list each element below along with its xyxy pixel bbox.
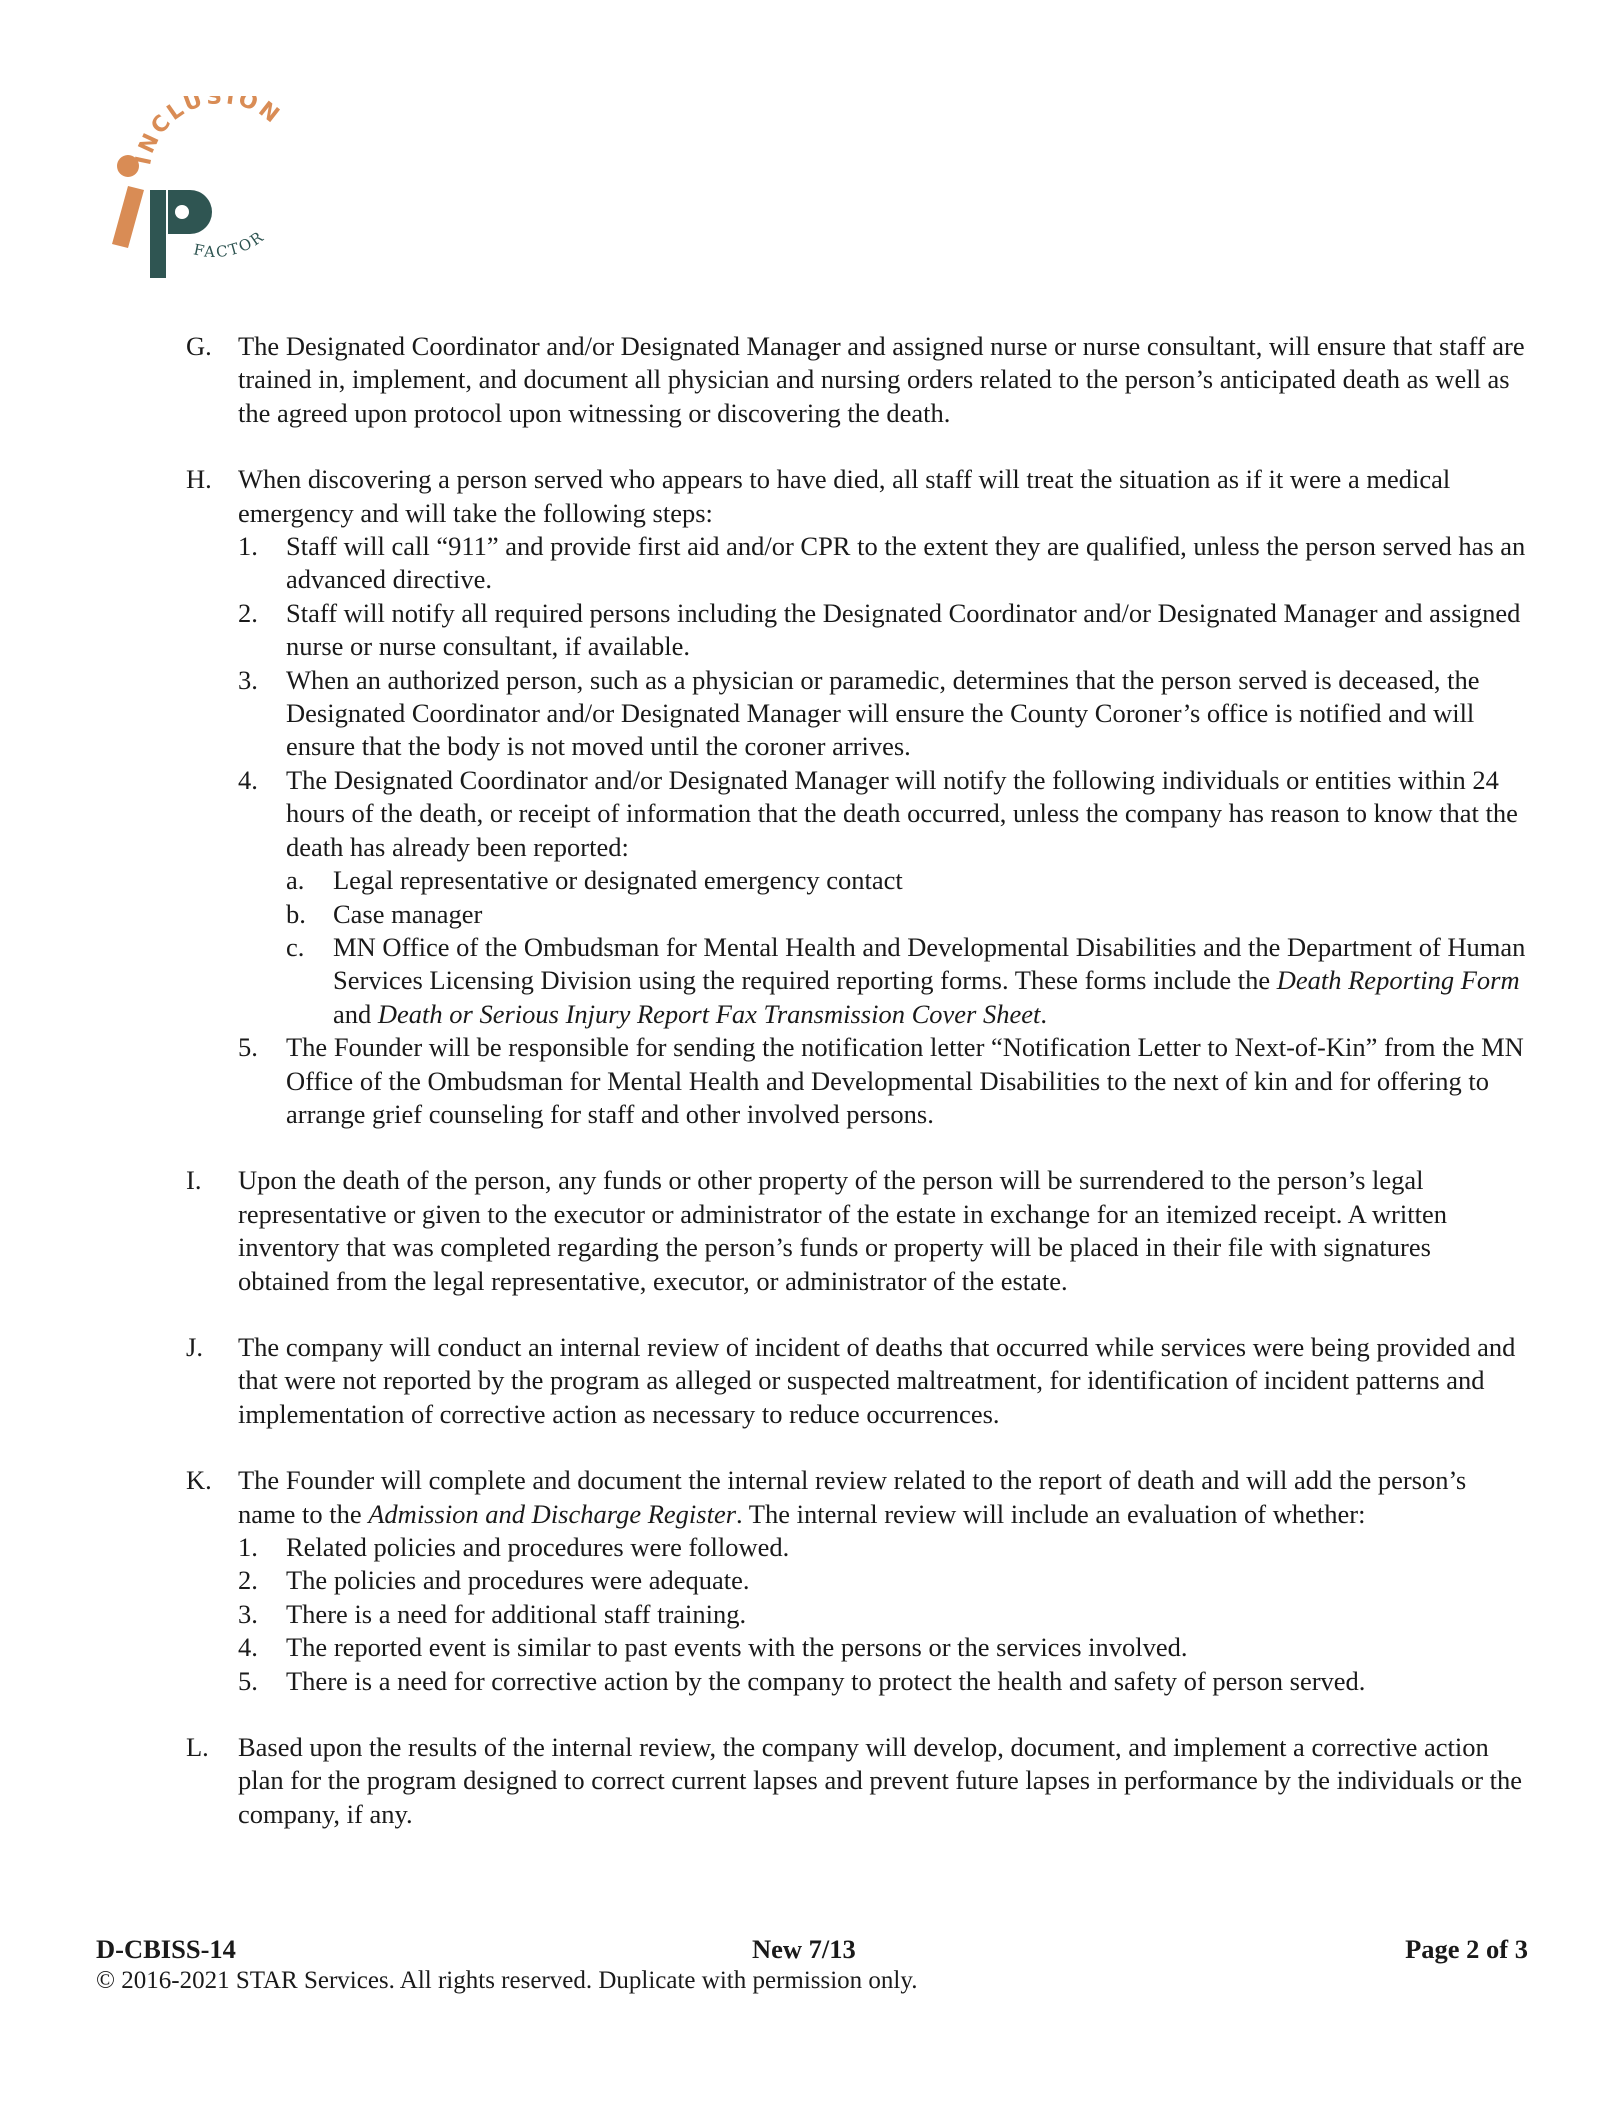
document-body (186, 330, 1526, 1864)
inclusion-factor-logo (98, 96, 308, 296)
section-text: When discovering a person served who appears to have died, all staff will treat the situation as if it were a medical emergency and will take the following steps: (238, 464, 1451, 528)
section-h (186, 463, 1526, 1131)
list-item (286, 864, 1526, 897)
logo-side-text: FACTOR (191, 227, 268, 262)
list-item (238, 530, 1526, 597)
text-run: The Founder will complete and document the internal review related to the report of death and will add the person’s name to the (238, 1465, 1467, 1529)
list-item (238, 1665, 1526, 1698)
section-letter: K. (186, 1465, 212, 1496)
list-number: 1. (238, 1532, 258, 1562)
list-item-text: The Founder will be responsible for sending the notification letter “Notification Letter to Next-of-Kin” from the MN Office of the Ombudsman for Mental Health and Developmental Disabilities to the next of kin and for offering to arrange grief counseling for staff and other involved persons. (286, 1032, 1524, 1129)
notify-list (286, 864, 1526, 1031)
list-item-text: When an authorized person, such as a physician or paramedic, determines that the person served is deceased, the Designated Coordinator and/or Designated Manager will ensure the County Coroner’s office is notified and will ensure that the body is not moved until the coroner arrives. (286, 664, 1480, 762)
list-item (238, 1564, 1526, 1597)
list-item (238, 1031, 1526, 1131)
section-k (186, 1464, 1526, 1698)
list-item (286, 898, 1526, 931)
logo-arc-text: INCLUSION (131, 96, 286, 168)
section-g (186, 330, 1526, 430)
list-number: 1. (238, 531, 258, 562)
list-item (286, 931, 1526, 1031)
section-i (186, 1164, 1526, 1298)
section-letter: L. (186, 1732, 209, 1763)
list-item (238, 664, 1526, 764)
list-item-text: There is a need for corrective action by the company to protect the health and safety of person served. (286, 1665, 1366, 1696)
list-item-text: The policies and procedures were adequate. (286, 1565, 750, 1596)
form-name: Death or Serious Injury Report Fax Transmission Cover Sheet (377, 998, 1041, 1029)
list-item-text: The Designated Coordinator and/or Designated Manager will notify the following individuals or entities within 24 hours of the death, or receipt of information that the death occurred, unless the company has reason to know that the death has already been reported: (286, 764, 1518, 862)
list-number: 2. (238, 1565, 258, 1596)
list-number: 5. (238, 1665, 258, 1696)
copyright-notice: © 2016-2021 STAR Services. All rights reserved. Duplicate with permission only. (96, 1967, 918, 1994)
list-number: 5. (238, 1032, 258, 1063)
list-item (238, 1631, 1526, 1664)
list-number: 4. (238, 764, 258, 795)
footer-row (96, 1934, 1528, 1966)
list-item-text: Staff will notify all required persons including the Designated Coordinator and/or Designated Manager and assigned nurse or nurse consultant, if available. (286, 597, 1521, 662)
list-letter: b. (286, 898, 306, 929)
list-item-text: Staff will call “911” and provide first aid and/or CPR to the extent they are qualified, unless the person served has an advanced directive. (286, 531, 1526, 595)
h-steps-list (238, 530, 1526, 1131)
section-text: Upon the death of the person, any funds or other property of the person will be surrendered to the person’s legal representative or given to the executor or administrator of the estate in exchange for an itemized receipt. A written inventory that was completed regarding the person’s funds or property will be placed in their file with signatures obtained from the legal representative, executor, or administrator of the estate. (238, 1165, 1447, 1296)
section-letter: H. (186, 464, 212, 495)
list-number: 3. (238, 664, 258, 695)
document-code: D-CBISS-14 (96, 1934, 236, 1964)
text-run: MN Office of the Ombudsman for Mental Health and Developmental Disabilities and the Department of Human Services Licensing Division using the required reporting forms. These forms include the (333, 931, 1526, 996)
list-item-text: The reported event is similar to past events with the persons or the services involved. (286, 1632, 1188, 1663)
section-text: The company will conduct an internal review of incident of deaths that occurred while services were being provided and that were not reported by the program as alleged or suspected maltreatment, for identification of incident patterns and implementation of corrective action as necessary to reduce occurrences. (238, 1331, 1516, 1429)
list-item-text: Case manager (333, 898, 483, 929)
section-j (186, 1331, 1526, 1431)
section-l (186, 1731, 1526, 1831)
svg-text:INCLUSION (131, 96, 286, 167)
text-run: . (1040, 998, 1047, 1029)
section-text (238, 1464, 1526, 1531)
list-item-text: Related policies and procedures were followed. (286, 1532, 790, 1562)
text-run: and (333, 998, 378, 1029)
document-version: New 7/13 (752, 1934, 856, 1964)
list-item (238, 1531, 1526, 1564)
list-item (238, 597, 1526, 664)
logo-graphic (98, 96, 308, 296)
list-number: 3. (238, 1598, 258, 1629)
list-letter: a. (286, 865, 305, 896)
svg-text:FACTOR (192, 227, 268, 261)
section-letter: G. (186, 331, 212, 361)
list-item-text: Legal representative or designated emergency contact (333, 865, 903, 896)
list-number: 4. (238, 1632, 258, 1663)
list-item (238, 764, 1526, 1031)
k-criteria-list (238, 1531, 1526, 1698)
page-footer (96, 1934, 1528, 1996)
list-item-text: There is a need for additional staff training. (286, 1598, 747, 1629)
section-text: The Designated Coordinator and/or Designated Manager and assigned nurse or nurse consultant, will ensure that staff are trained in, implement, and document all physician and nursing orders related to the person’s anticipated death as well as the agreed upon protocol upon witnessing or discovering the death. (238, 331, 1525, 428)
list-item-text (333, 931, 1526, 1031)
section-letter: I. (186, 1165, 202, 1196)
section-text: Based upon the results of the internal review, the company will develop, document, and implement a corrective action plan for the program designed to correct current lapses and prevent future lapses in performance by the individuals or the company, if any. (238, 1732, 1523, 1829)
section-letter: J. (186, 1331, 203, 1362)
list-letter: c. (286, 931, 305, 962)
form-name: Death Reporting Form (1276, 965, 1520, 996)
list-item (238, 1598, 1526, 1631)
text-run: . The internal review will include an evaluation of whether: (736, 1498, 1366, 1529)
list-number: 2. (238, 597, 258, 628)
page-number: Page 2 of 3 (1405, 1934, 1528, 1964)
register-name: Admission and Discharge Register (368, 1498, 737, 1529)
